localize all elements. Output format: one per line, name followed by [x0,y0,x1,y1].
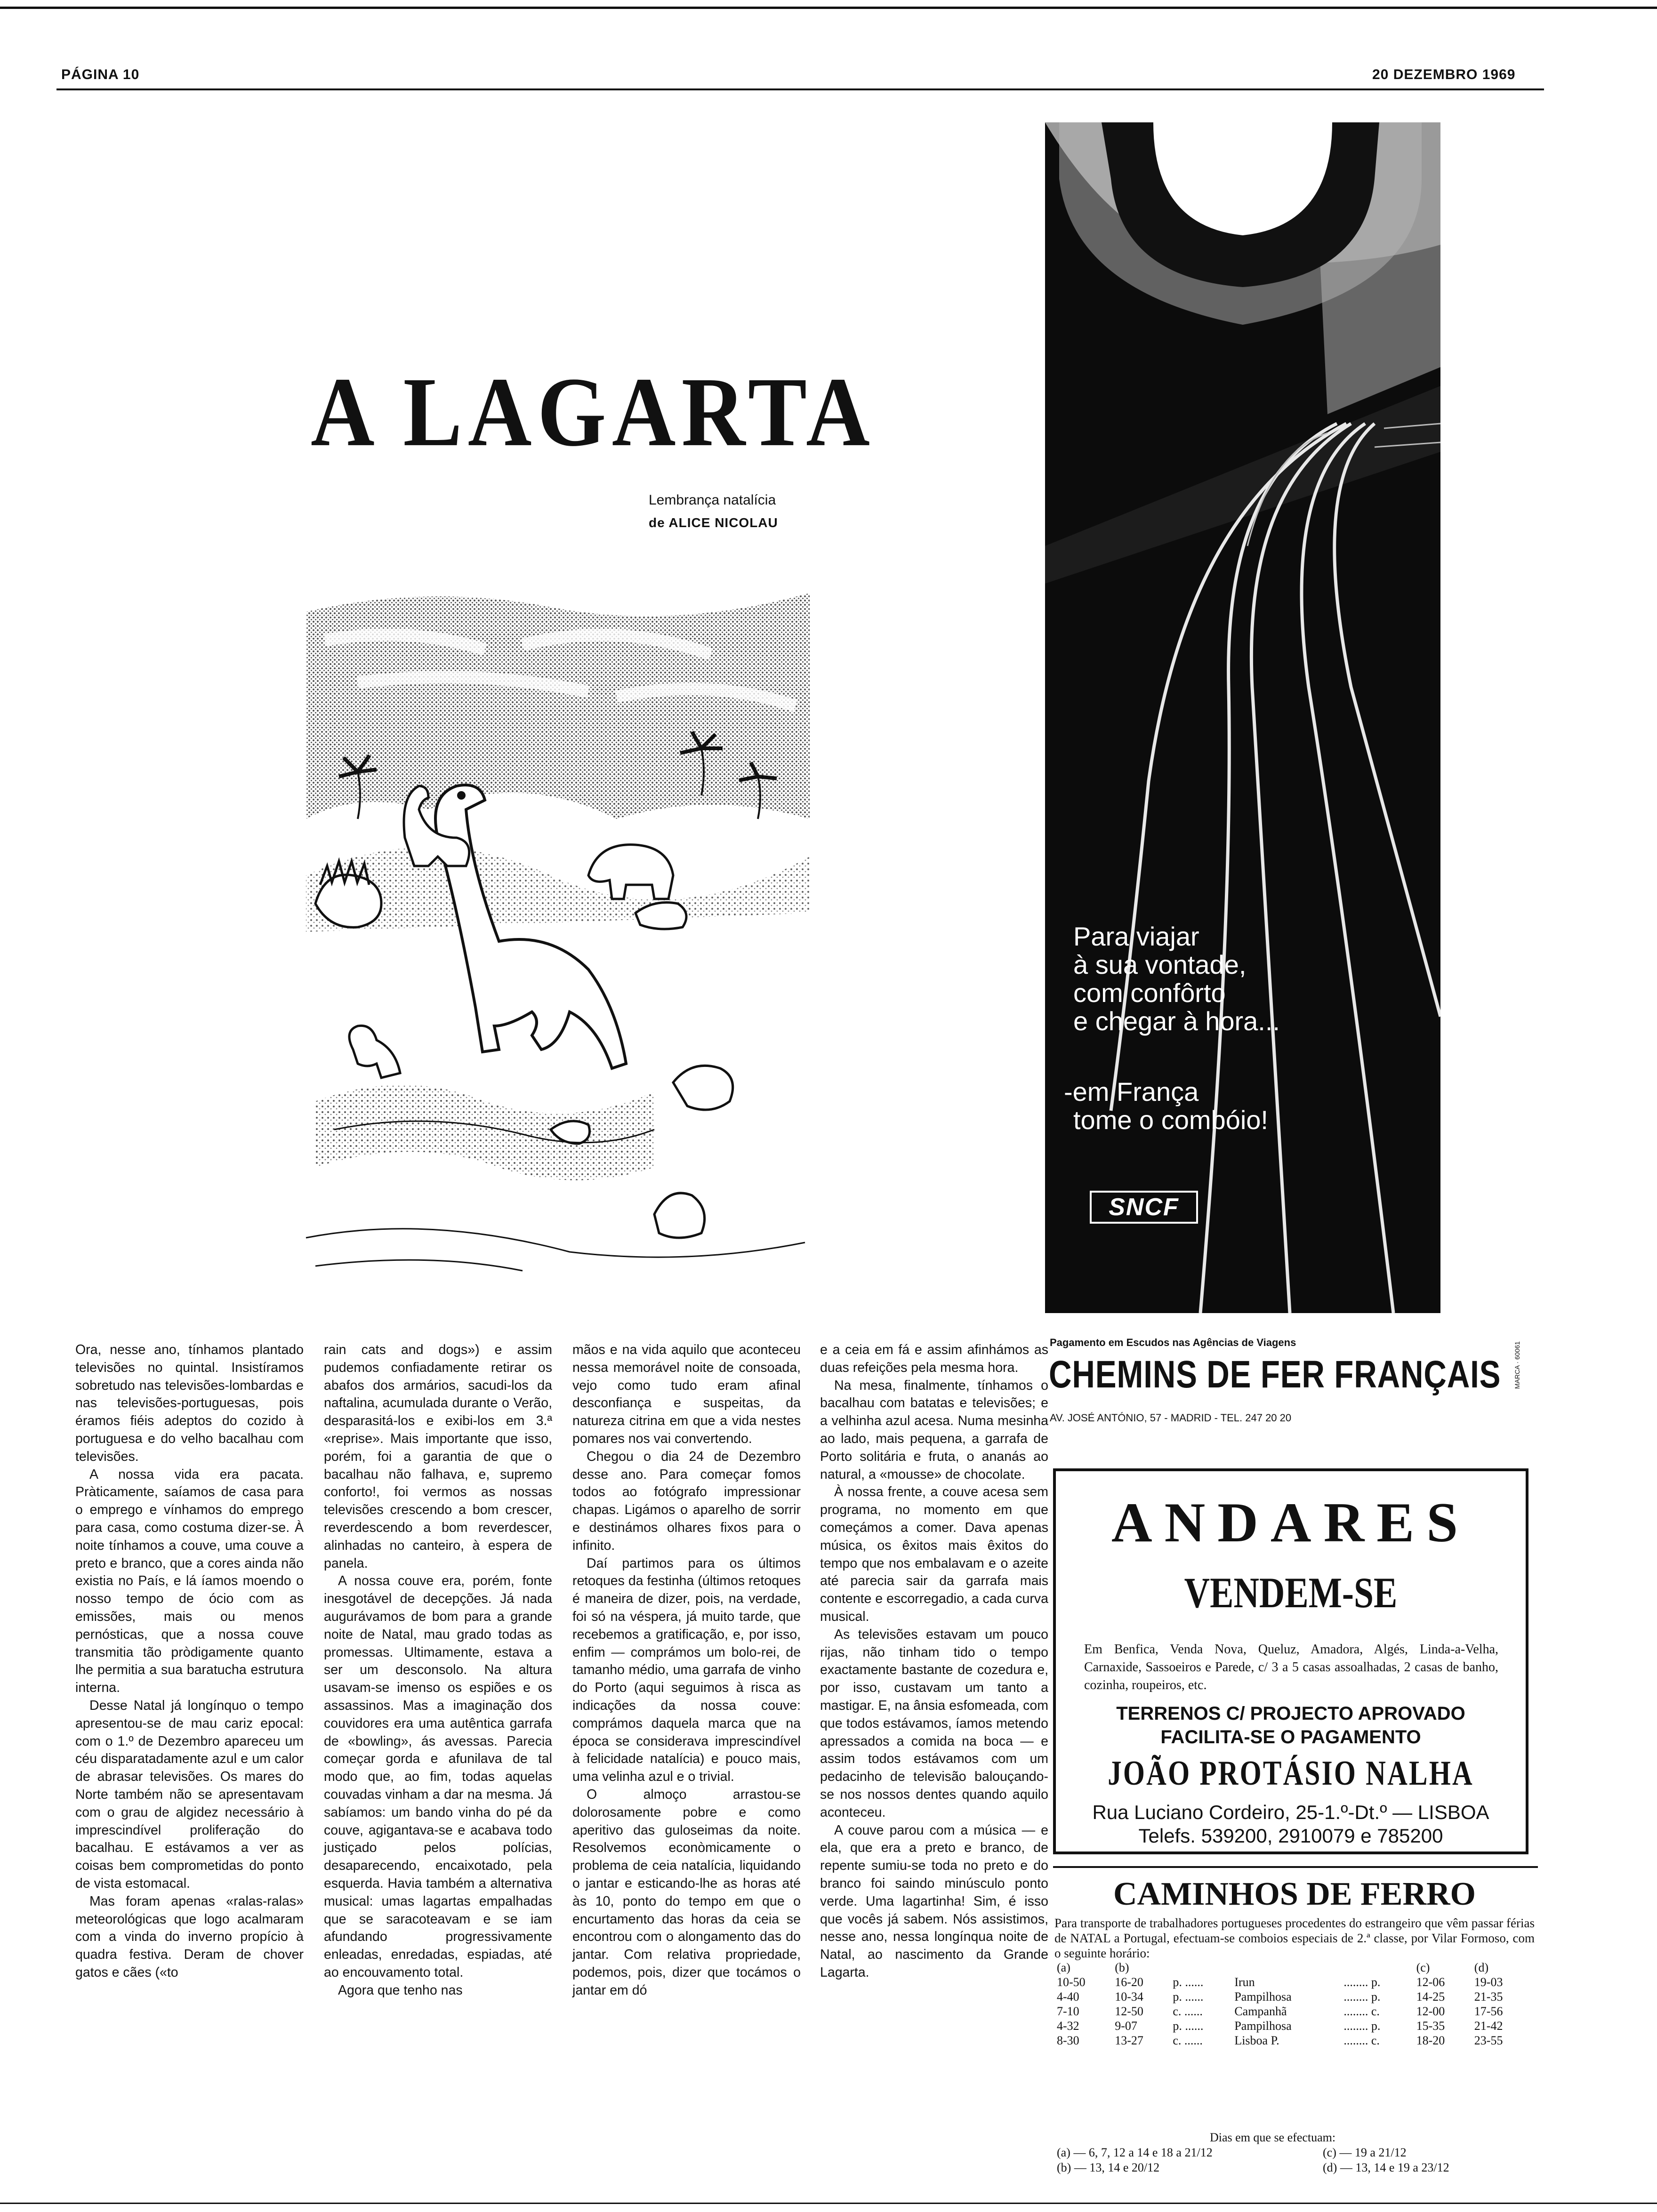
paragraph: Ora, nesse ano, tínhamos plantado televisões no quintal. Insistíramos sobretudo nas televisões-lombardas e nas televisões-portuguesas, pois éramos fiéis adeptos do cozido à portuguesa e do velho bacalhau com televisões. [75,1342,304,1464]
col-header: (b) [1115,1961,1129,1974]
cell: ........ p. [1343,1975,1381,1989]
cell: ........ c. [1343,2034,1380,2047]
caminhos-rule [1053,1866,1538,1868]
small-dinosaur-left [349,1026,400,1078]
cell: 21-35 [1474,1990,1503,2004]
paragraph: Chegou o dia 24 de Dezembro desse ano. Para começar fomos todos ao fotógrafo impressionar chapas. Ligámos o aparelho de sorrir e destinámos olhares fixos para o infinito. [572,1449,801,1553]
paragraph: e a ceia em fá e assim afinhámos as duas refeições pela mesma hora. [820,1342,1048,1375]
paragraph: Agora que tenho nas [338,1982,463,1998]
cell: 7-10 [1057,2004,1079,2018]
col-header [1234,1960,1343,1975]
slogan-line: -em França [1064,1077,1199,1106]
andares-description: Em Benfica, Venda Nova, Queluz, Amadora, Algés, Linda-a-Velha, Carnaxide, Sassoeiros e Parede, c/ 3 a 5 casas assoalhadas, 2 casas de banho, cozinha, roupeiros, etc. [1084,1642,1498,1692]
company-name: CHEMINS DE FER FRANÇAIS [1049,1353,1501,1396]
paragraph: À nossa frente, a couve acesa sem programa, no momento em que começámos a comer. Dava apenas música, os êxitos mais êxitos do tempo que nos embalavam e o azeite até parecia sair da garrafa mais contente e escorregadio, a cada curva musical. [820,1484,1048,1624]
paragraph: A nossa couve era, porém, fonte inesgotável de decepções. Já nada augurávamos de bom para a grande noite de Natal, mau grado todas as promessas. Ultimamente, estava a ser um desconsolo. Na altura usavam-se imenso os espiões e os assassinos. Mas a imaginação dos couvidores era uma autêntica garrafa de «bowling», ás avessas. Parecia começar gorda e afunilava de tal modo que, ao fim, todas aquelas couvadas vinham a dar na mesma. Já sabíamos: um bando vinha do pé da couve, agigantava-se e acabava todo justiçado pelos polícias, desaparecendo, encaixotado, pela esquerda. Havia também a alternativa musical: umas lagartas empalhadas que se saracoteavam e se iam afundando progressivamente enleadas, enredadas, espiadas, até ao encouvamento total. [324,1573,552,1980]
cell: Campanhã [1234,2004,1287,2018]
cell: p. ...... [1173,2019,1204,2033]
cell: ........ c. [1343,2004,1380,2018]
andares-subtitle: VENDEM-SE [1184,1569,1398,1617]
cell: 10-34 [1115,1990,1143,2004]
bottom-border [0,2203,1657,2204]
timetable [1057,1960,1532,2048]
caminhos-title: CAMINHOS DE FERRO [1113,1876,1476,1912]
col-header: (d) [1474,1961,1489,1974]
cell: 15-35 [1416,2019,1445,2033]
slogan-line: Para viajar [1073,922,1199,951]
terrenos-line: FACILITA-SE O PAGAMENTO [1160,1727,1421,1747]
paragraph: O almoço arrastou-se dolorosamente pobre e como aperitivo das guloseimas da noite. Resolvemos econòmicamente o problema de ceia natalícia, liquidando o jantar e esticando-lhe as horas até às 10, ponto do tempo em que o encurtamento das horas da ceia se encontrou com o alongamento das do jantar. Com relativa propriedade, podemos, pois, dizer que tocámos o jantar em dó [572,1787,801,1998]
company-address: AV. JOSÉ ANTÓNIO, 57 - MADRID - TEL. 247 20 20 [1050,1412,1292,1424]
slogan-line: e chegar à hora... [1073,1006,1280,1036]
col-header: (a) [1057,1961,1070,1974]
schedule-note: (b) — 13, 14 e 20/12 [1057,2161,1160,2174]
article-column-3 [572,1341,801,1999]
agent-phones: Telefs. 539200, 2910079 e 785200 [1138,1825,1443,1847]
cell: ........ p. [1343,2019,1381,2033]
timetable-row [1057,1989,1532,2004]
paragraph: Mas foram apenas «ralas-ralas» meteorológicas que logo acalmaram com a vinda do inverno propício à quadra festiva. Deram de chover gatos e cães («to [75,1893,304,1980]
cell: 19-03 [1474,1975,1503,1989]
cell: Irun [1234,1975,1255,1989]
article-column-4 [820,1341,1048,1982]
andares-title: ANDARES [1111,1491,1471,1554]
agent-name: JOÃO PROTÁSIO NALHA [1108,1754,1474,1793]
paragraph: mãos e na vida aquilo que aconteceu nessa memorável noite de consoada, vejo como tudo eram afinal desconfiança e suspeitas, da natureza citrina em que a vida nestes pomares nos vai convertendo. [572,1342,801,1446]
small-creatures [551,903,733,1238]
article-column-1 [75,1341,304,1982]
cell: 13-27 [1115,2034,1143,2047]
days-heading: Dias em que se efectuam: [1210,2131,1336,2144]
issue-date: 20 DEZEMBRO 1969 [1372,67,1516,82]
cell: p. ...... [1173,1975,1204,1989]
article-column-2 [324,1341,552,1999]
cell: 12-06 [1416,1975,1445,1989]
cell: 17-56 [1474,2004,1503,2018]
col-header: (c) [1416,1961,1430,1974]
cell: 18-20 [1416,2034,1445,2047]
cell: 12-50 [1115,2004,1143,2018]
top-border [0,7,1657,9]
paragraph: As televisões estavam um pouco rijas, não tinham tido o tempo exactamente bastante de cozedura e, por isso, custavam um tanto a mastigar. E, na ânsia esfomeada, com que todos estávamos, íamos metendo apressados a comida na boca — e assim todos estávamos com um pedacinho de televisão balouçando-se nos nossos dentes quando aquilo aconteceu. [820,1627,1048,1820]
col-header [1343,1960,1416,1975]
sncf-logo: SNCF [1090,1191,1198,1224]
page-number: PÁGINA 10 [61,67,140,82]
timetable-row [1057,2004,1532,2019]
article-byline: de ALICE NICOLAU [649,515,778,530]
paragraph: Na mesa, finalmente, tínhamos o bacalhau com batatas e televisões; e a velhinha azul acesa. Numa mesinha ao lado, mais pequena, a garrafa de Porto solitária e fruta, o ananás ao natural, a «mousse» de chocolate. [820,1378,1048,1482]
article-subtitle: Lembrança natalícia [649,492,776,508]
schedule-note: (d) — 13, 14 e 19 a 23/12 [1323,2161,1449,2174]
slogan-line: tome o combóio! [1073,1105,1268,1135]
paragraph: Daí partimos para os últimos retoques da festinha (últimos retoques é maneira de dizer, pois, na verdade, foi só na véspera, já muito tarde, que recebemos a gratificação, e, por isso, enfim — comprámos um bolo-rei, de tamanho médio, uma garrafa de vinho do Porto (aqui seguimos à risca as indicações da nossa couve: comprámos daquela marca que na época se considerava imprescindível à felicidade natalícia) e pouco mais, uma velinha azul e o trivial. [572,1555,801,1785]
timetable-header [1057,1960,1532,1975]
cell: 21-42 [1474,2019,1503,2033]
cell: 10-50 [1057,1975,1086,1989]
vertical-credit: MARCA · 60061 [1513,1341,1521,1389]
cell: 9-07 [1115,2019,1137,2033]
agent-address: Rua Luciano Cordeiro, 25-1.º-Dt.º — LISBOA [1092,1801,1489,1823]
elephant-creature [588,845,673,899]
slogan-line: à sua vontade, [1073,950,1247,979]
paragraph: Desse Natal já longínquo o tempo apresentou-se de mau cariz epocal: com o 1.º de Dezembro apareceu um céu disparatadamente azul e um calor de abrasar televisões. Os mares do Norte também não se apresentavam com o grau de algidez necessário à imprescindível proliferação do bacalhau. E estávamos a ver as coisas bem comprometidas do ponto de vista estomacal. [75,1698,304,1891]
agent-contact [1079,1801,1502,1848]
timetable-row [1057,1975,1532,1989]
caminhos-text: Para transporte de trabalhadores portugueses procedentes do estrangeiro que vêm passar férias de NATAL a Portugal, efectuam-se comboios especiais de 2.ª classe, por Vilar Formoso, com o seguinte horário: [1054,1916,1535,1960]
sky-texture [306,593,810,819]
cell: 23-55 [1474,2034,1503,2047]
andares-advertisement [1053,1468,1528,1854]
terrenos-line: TERRENOS C/ PROJECTO APROVADO [1116,1703,1465,1724]
sncf-advertisement [1045,122,1440,1313]
terrenos-notice [1056,1702,1526,1749]
paragraph: rain cats and dogs») e assim pudemos confiadamente retirar os abafos dos armários, sacudi-los da naftalina, acumulada durante o Verão, desparasitá-los e exibi-los em 3.ª «reprise». Mais importante que isso, porém, foi a garantia de que o bacalhau não falhava, e, supremo conforto!, foi vermos as nossas televisões crescendo a bom crescer, reverdescendo a bom reverdescer, alinhadas no canteiro, à espera de panela. [324,1342,552,1571]
cell: 12-00 [1416,2004,1445,2018]
cell: 4-32 [1057,2019,1079,2033]
dinosaur-illustration [287,574,824,1280]
cell: c. ...... [1173,2034,1203,2047]
long-neck-dinosaur [435,785,626,1068]
slogan-line: com confôrto [1073,978,1226,1008]
col-header [1173,1960,1234,1975]
timetable-row [1057,2019,1532,2033]
schedule-note: (c) — 19 a 21/12 [1323,2146,1407,2159]
cell: 8-30 [1057,2034,1079,2047]
cell: ........ p. [1343,1990,1381,2004]
header-rule [56,88,1544,90]
paragraph: A nossa vida era pacata. Pràticamente, saíamos de casa para o emprego e vínhamos do emprego para casa, como costuma dizer-se. À noite tínhamos a couve, uma couve a preto e branco, que a cores ainda não existia no País, e lá íamos moendo o nosso tempo de ócio com as emissões, mais ou menos pernósticas, que a nossa couve transmitia tão pròdigamente quanto lhe permitia a sua baratucha estrutura interna. [75,1467,304,1696]
timetable-row [1057,2033,1532,2048]
cell: 16-20 [1115,1975,1143,1989]
schedule-note: (a) — 6, 7, 12 a 14 e 18 a 21/12 [1057,2146,1213,2159]
cell: c. ...... [1173,2004,1203,2018]
cell: 14-25 [1416,1990,1445,2004]
cell: 4-40 [1057,1990,1079,2004]
payment-note: Pagamento em Escudos nas Agências de Viagens [1050,1337,1296,1348]
cell: Lisboa P. [1234,2034,1279,2047]
cell: p. ...... [1173,1990,1204,2004]
cell: Pampilhosa [1234,1990,1292,2004]
cell: Pampilhosa [1234,2019,1292,2033]
paragraph: A couve parou com a música — e ela, que era a preto e branco, de repente sumiu-se toda no preto e do branco foi saindo minúsculo ponto verde. Uma lagartinha! Sim, é isso que vocês já sabem. Nós assistimos, nesse ano, nessa longínqua noite de Natal, ao nascimento da Grande Lagarta. [820,1822,1048,1980]
article-title: A LAGARTA [311,356,876,467]
